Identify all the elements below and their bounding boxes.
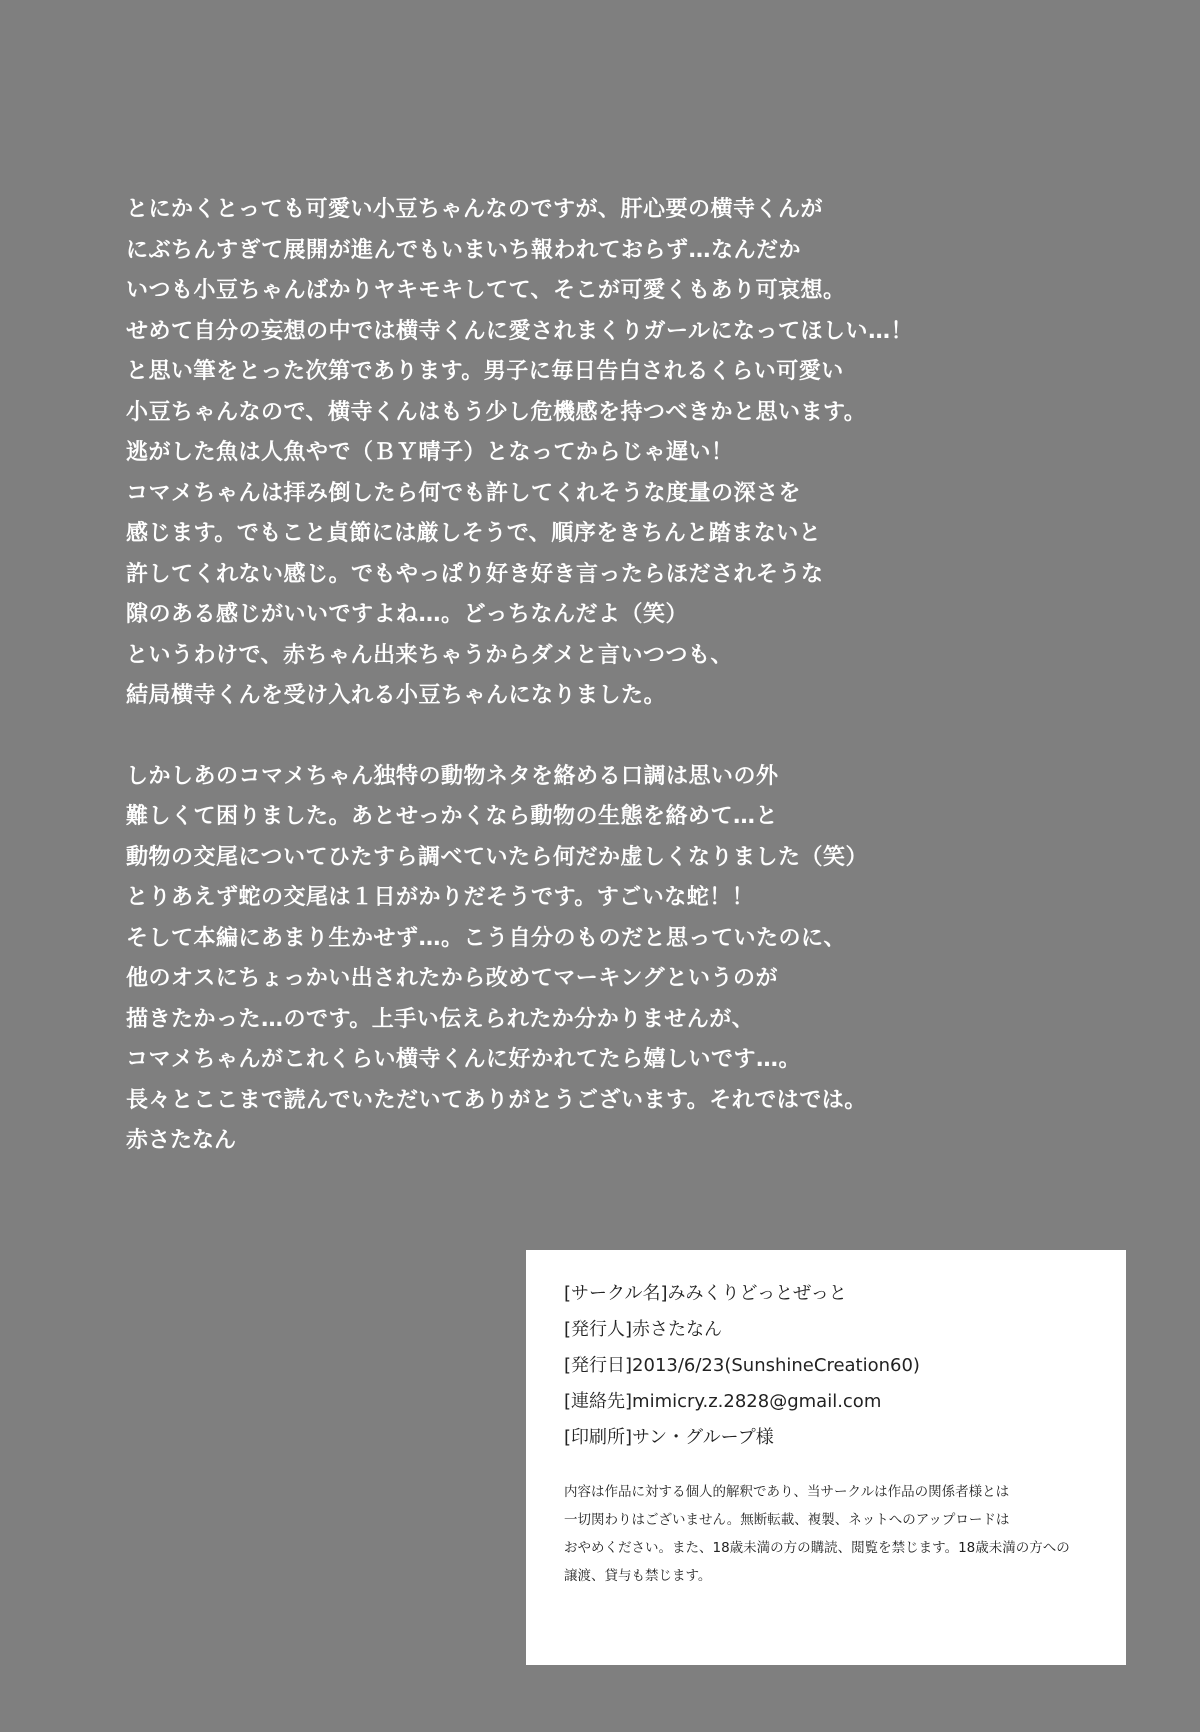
text-line: いつも小豆ちゃんばかりヤキモキしてて、そこが可愛くもあり可哀想。 [126, 278, 846, 303]
afterword-text [126, 190, 1126, 1162]
text-line: 長々とここまで読んでいただいてありがとうございます。それではでは。 [126, 1087, 867, 1113]
text-line: 難しくて困りました。あとせっかくなら動物の生態を絡めて…と [126, 804, 779, 829]
circle-name: [サークル名]みみくりどっとぜっと [564, 1283, 847, 1304]
text-line: 隙のある感じがいいですよね…。どっちなんだよ（笑） [126, 602, 689, 627]
text-line: とりあえず蛇の交尾は１日がかりだそうです。すごいな蛇！！ [126, 885, 755, 910]
text-line: 結局横寺くんを受け入れる小豆ちゃんになりました。 [126, 683, 667, 708]
text-line: 動物の交尾についてひたすら調べていたら何だか虚しくなりました（笑） [126, 844, 869, 870]
publish-date: [発行日]2013/6/23(SunshineCreation60) [564, 1355, 920, 1376]
text-line: と思い筆をとった次第であります。男子に毎日告白されるくらい可愛い [126, 359, 844, 384]
afterword-paragraph-1 [126, 190, 1126, 717]
text-line: 他のオスにちょっかい出されたから改めてマーキングというのが [126, 966, 779, 991]
afterword-paragraph-2 [126, 757, 1126, 1162]
text-line: 描きたかった…のです。上手い伝えられたか分かりませんが、 [126, 1006, 755, 1032]
notice-line: おやめください。また、18歳未満の方の購読、閲覧を禁じます。18歳未満の方への [564, 1540, 1070, 1556]
text-line: にぶちんすぎて展開が進んでもいまいち報われておらず…なんだか [126, 237, 802, 263]
text-line: 感じます。でもこと貞節には厳しそうで、順序をきちんと踏まないと [126, 521, 822, 546]
text-line: コマメちゃんがこれくらい横寺くんに好かれてたら嬉しいです…。 [126, 1047, 802, 1072]
text-line: 許してくれない感じ。でもやっぱり好き好き言ったらほだされそうな [126, 561, 824, 587]
author-signature: 赤さたなん [126, 1128, 237, 1153]
colophon-box [526, 1250, 1126, 1665]
text-line: とにかくとっても可愛い小豆ちゃんなのですが、肝心要の横寺くんが [126, 197, 824, 222]
notice-line: 譲渡、貸与も禁じます。 [564, 1568, 712, 1584]
publisher: [発行人]赤さたなん [564, 1319, 723, 1340]
text-line: 逃がした魚は人魚やで（ＢＹ晴子）となってからじゃ遅い！ [126, 440, 734, 465]
legal-notice [564, 1478, 1094, 1590]
text-line: しかしあのコマメちゃん独特の動物ネタを絡める口調は思いの外 [126, 763, 779, 789]
text-line: コマメちゃんは拝み倒したら何でも許してくれそうな度量の深さを [126, 480, 802, 506]
contact-email: [連絡先]mimicry.z.2828@gmail.com [564, 1391, 882, 1412]
printer: [印刷所]サン・グループ様 [564, 1427, 774, 1448]
text-line: というわけで、赤ちゃん出来ちゃうからダメと言いつつも、 [126, 642, 734, 668]
notice-line: 一切関わりはございません。無断転載、複製、ネットへのアップロードは [564, 1512, 1010, 1528]
notice-line: 内容は作品に対する個人的解釈であり、当サークルは作品の関係者様とは [564, 1484, 1010, 1500]
text-line: そして本編にあまり生かせず…。こう自分のものだと思っていたのに、 [126, 925, 847, 951]
text-line: 小豆ちゃんなので、横寺くんはもう少し危機感を持つべきかと思います。 [126, 399, 867, 425]
text-line: せめて自分の妄想の中では横寺くんに愛されまくりガールになってほしい…！ [126, 318, 914, 344]
